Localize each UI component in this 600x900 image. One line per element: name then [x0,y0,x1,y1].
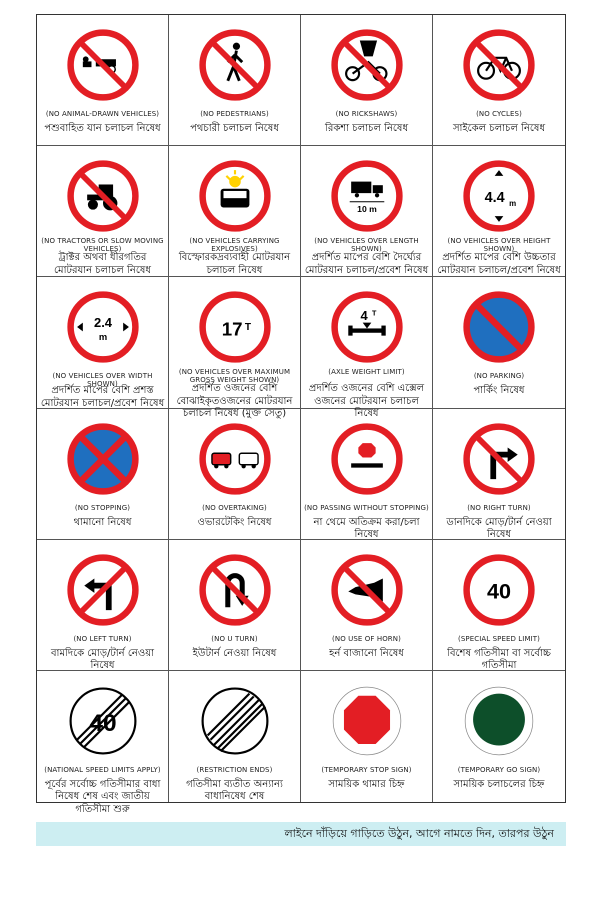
sign-english-label: (NO STOPPING) [74,503,131,512]
axle-weight-limit-icon [331,291,403,363]
sign-cell [301,409,433,540]
sign-english-label: (NO VEHICLES OVER HEIGHT SHOWN) [447,237,551,253]
sign-cell [301,540,433,671]
sign-bengali-label: ইউটার্ন নেওয়া নিষেধ [192,647,277,659]
sign-bengali-label: পার্কিং নিষেধ [473,385,525,397]
sign-bengali-label: বামদিকে মোড়/টার্ন নেওয়া নিষেধ [50,647,155,672]
sign-bengali-label: সাইকেল চলাচল নিষেধ [452,123,546,134]
sign-bengali-label: ডানদিকে মোড়/টার্ন নেওয়া নিষেধ [446,516,552,540]
sign-cell [169,277,301,420]
sign-cell [301,277,433,420]
sign-cell [301,146,433,277]
sign-bengali-label: প্রদর্শিত ওজনের বেশি এক্সেল ওজনের মোটরযান চলাচল নিষেধ [308,383,425,420]
sign-english-label: (NO USE OF HORN) [332,634,401,643]
sign-english-label: (NO VEHICLES OVER WIDTH SHOWN) [52,372,153,388]
weight-limit-icon [199,291,271,363]
no-u-turn-icon [199,554,271,626]
no-parking-icon [463,291,535,363]
sign-cell [301,15,433,146]
sign-cell [37,671,169,815]
svg-text:T: T [244,322,251,334]
sign-cell [301,671,433,802]
width-limit-icon [67,291,139,363]
sign-english-label: (NO TRACTORS OR SLOW MOVING VEHICLES) [41,237,164,253]
no-explosives-icon [199,160,271,232]
sign-bengali-label: গতিসীমা ব্যতীত অন্যান্য বাধানিষেধ শেষ [186,778,283,803]
height-limit-icon [463,160,535,232]
no-tractors-icon [67,160,139,232]
sign-bengali-label: হর্ন বাজানো নিষেধ [329,647,404,659]
sign-bengali-label: ওভারটেকিং নিষেধ [197,516,272,528]
svg-text:40: 40 [486,578,512,604]
sign-english-label: (TEMPORARY GO SIGN) [457,765,541,774]
restriction-ends-icon [199,685,271,757]
svg-text:17: 17 [221,318,243,340]
sign-bengali-label: পূর্বের সর্বোচ্চ গতিসীমার বাধা নিষেধ শেষ এবং জাতীয় গতিসীমা শুরু [44,778,161,815]
sign-bengali-label: থামানো নিষেধ [73,516,132,528]
sign-bengali-label: পশুবাহিত যান চলাচল নিষেধ [44,123,161,134]
sign-cell [37,409,169,540]
sign-bengali-label: পথচারী চলাচল নিষেধ [190,123,279,134]
sign-cell [433,540,565,671]
no-passing-without-stopping-icon [331,423,403,495]
sign-english-label: (TEMPORARY STOP SIGN) [321,765,412,774]
sign-cell [37,146,169,277]
temporary-go-icon [463,685,535,757]
sign-cell [37,15,169,146]
svg-text:T: T [371,308,376,318]
sign-bengali-label: বিস্ফোরকদ্রব্যবাহী মোটরযান চলাচল নিষেধ [178,252,291,276]
sign-english-label: (NATIONAL SPEED LIMITS APPLY) [44,765,161,774]
sign-bengali-label: বিশেষ গতিসীমা বা সর্বোচ্চ গতিসীমা [447,647,551,672]
no-horn-icon [331,554,403,626]
sign-english-label: (NO VEHICLES OVER LENGTH SHOWN) [314,237,419,253]
length-limit-icon [331,160,403,232]
no-animal-drawn-vehicles-icon [67,29,139,101]
svg-text:40: 40 [88,709,117,737]
svg-text:m: m [509,199,517,209]
sign-english-label: (NO PASSING WITHOUT STOPPING) [304,503,429,512]
sign-english-label: (NO RICKSHAWS) [335,110,398,118]
sign-bengali-label: রিকশা চলাচল নিষেধ [324,123,409,134]
no-right-turn-icon [463,423,535,495]
sign-bengali-label: প্রদর্শিত মাপের বেশি উচ্চতার মোটরযান চলাচল/প্রবেশ নিষেধ [437,252,561,276]
sign-cell [169,540,301,671]
sign-cell [169,409,301,540]
no-pedestrians-icon [199,29,271,101]
sign-english-label: (NO OVERTAKING) [202,503,267,512]
sign-english-label: (NO ANIMAL-DRAWN VEHICLES) [45,110,160,118]
sign-english-label: (NO PEDESTRIANS) [200,110,269,118]
sign-cell [169,146,301,277]
sign-cell [37,277,169,408]
sign-cell [37,540,169,671]
sign-english-label: (NO PARKING) [473,372,525,381]
sign-english-label: (NO LEFT TURN) [73,634,132,643]
svg-text:4: 4 [360,308,368,324]
sign-cell [433,671,565,802]
sign-cell [169,671,301,802]
sign-english-label: (RESTRICTION ENDS) [196,765,273,774]
sign-english-label: (NO CYCLES) [476,110,522,118]
sign-bengali-label: না থেমে অতিক্রম করা/চলা নিষেধ [313,516,420,540]
svg-text:4.4: 4.4 [484,189,505,206]
sign-cell [433,15,565,146]
sign-english-label: (NO VEHICLES OVER MAXIMUM GROSS WEIGHT SHOWN) [178,368,291,384]
footer-banner: লাইনে দাঁড়িয়ে গাড়িতে উঠুন, আগে নামতে দিন, তারপর উঠুন [36,822,566,846]
sign-bengali-label: সাময়িক চলাচলের চিহ্ন [453,778,545,790]
svg-text:m: m [98,332,107,343]
sign-english-label: (AXLE WEIGHT LIMIT) [328,368,405,377]
road-signs-grid [36,14,566,815]
no-rickshaws-icon [331,29,403,101]
sign-bengali-label: প্রদর্শিত মাপের বেশি দৈর্ঘ্যের মোটরযান চলাচল/প্রবেশ নিষেধ [304,252,429,276]
sign-english-label: (NO U TURN) [211,634,258,643]
no-left-turn-icon [67,554,139,626]
sign-cell [433,409,565,540]
temporary-stop-icon [331,685,403,757]
sign-bengali-label: প্রদর্শিত মাপের বেশি প্রশস্ত মোটরযান চলাচল/প্রবেশ নিষেধ [40,385,165,409]
svg-text:10 m: 10 m [356,203,377,214]
sign-bengali-label: প্রদর্শিত ওজনের বেশি বোঝাইকৃতওজনের মোটরযান চলাচল নিষেধ (মুক্ত সেতু) [176,383,293,420]
national-speed-limit-icon [67,685,139,757]
sign-cell [433,277,565,408]
speed-limit-icon [463,554,535,626]
no-cycles-icon [463,29,535,101]
sign-english-label: (NO RIGHT TURN) [467,503,531,512]
sign-english-label: (NO VEHICLES CARRYING EXPLOSIVES) [189,237,280,253]
sign-cell [433,146,565,277]
no-stopping-icon [67,423,139,495]
sign-cell [169,15,301,146]
svg-text:2.4: 2.4 [93,315,112,331]
sign-bengali-label: ট্রাক্টর অথবা ধীরগতির মোটরযান চলাচল নিষেধ [53,252,151,276]
sign-bengali-label: সাময়িক থামার চিহ্ন [328,778,405,790]
no-overtaking-icon [199,423,271,495]
sign-english-label: (SPECIAL SPEED LIMIT) [458,634,540,643]
